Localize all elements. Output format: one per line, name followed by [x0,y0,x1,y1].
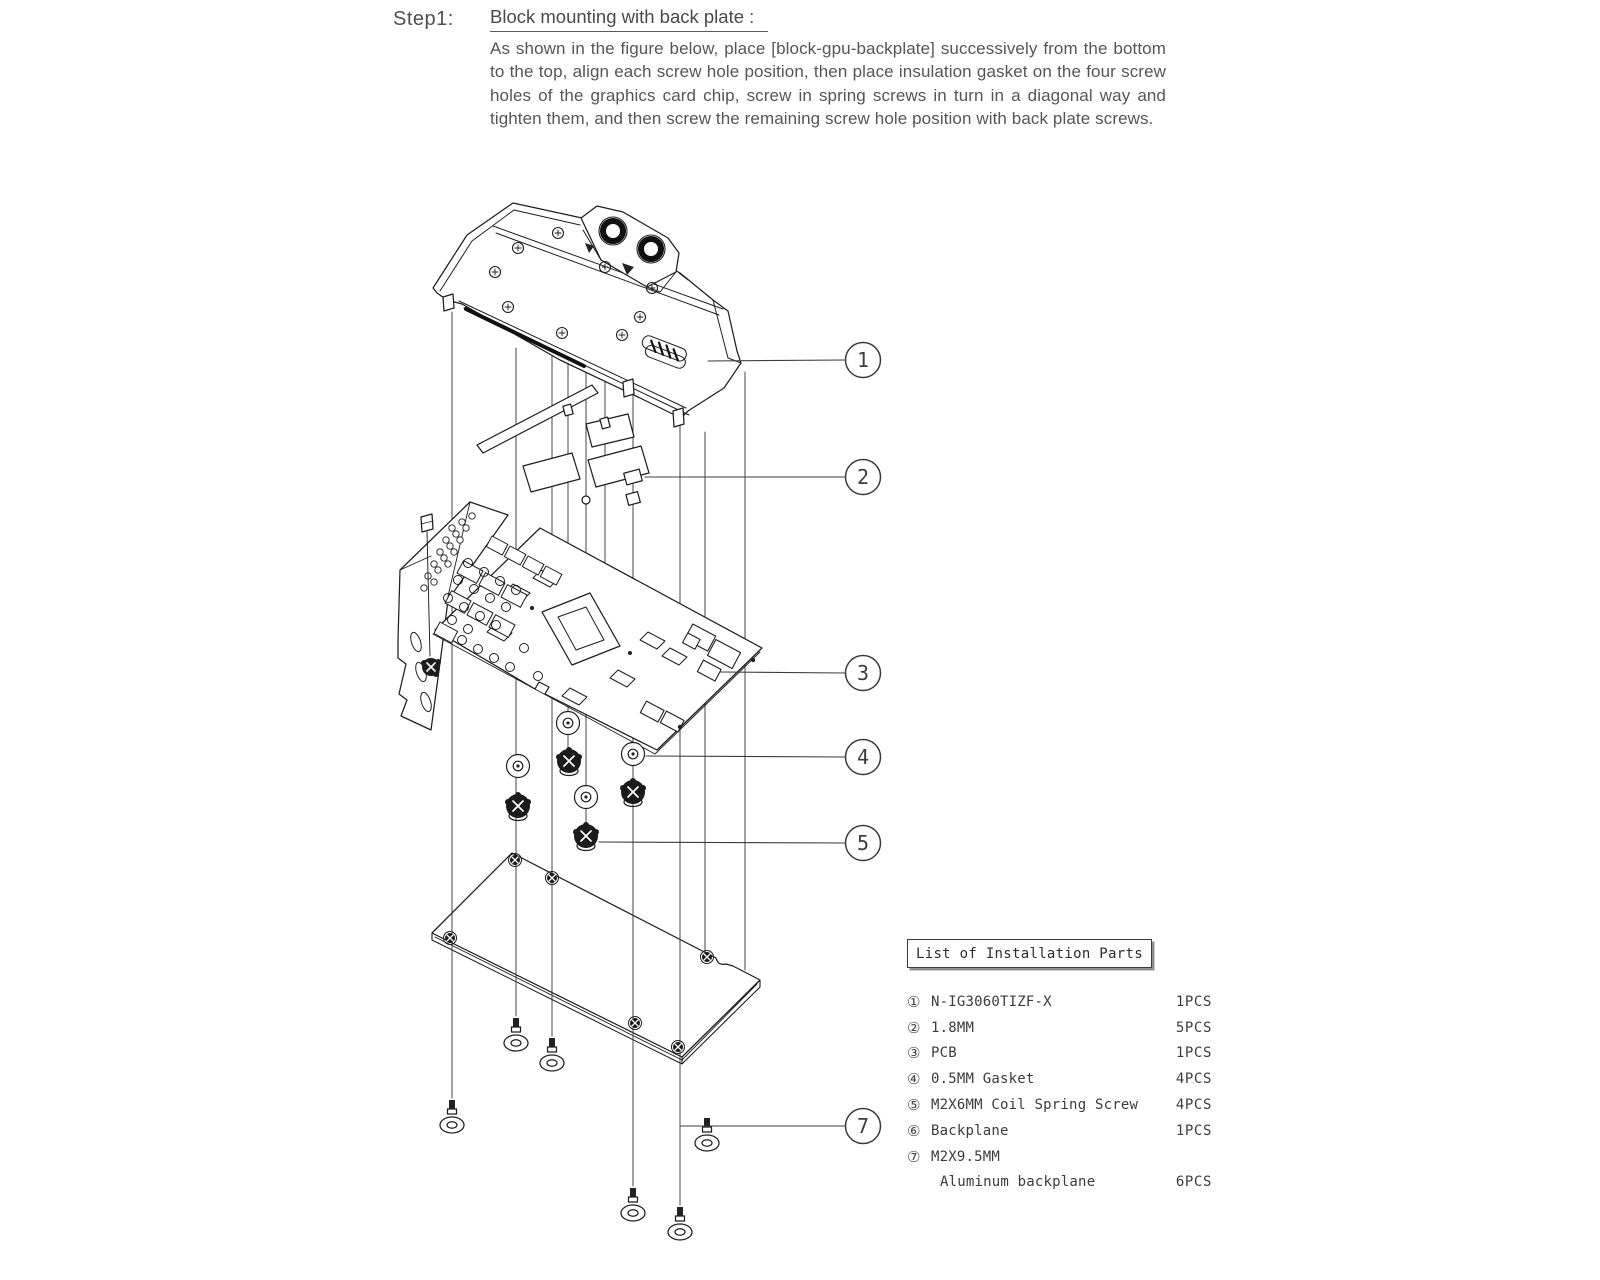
part-name: M2X9.5MM [931,1148,1001,1165]
part-index: ③ [907,1044,921,1063]
pcb-drawing [398,502,762,754]
callout-5 [846,826,881,861]
parts-list-title-box [907,939,1152,968]
parts-list-title: List of Installation Parts [916,946,1143,962]
parts-row [893,1170,1212,1196]
callout-4 [846,740,881,775]
parts-row [893,1015,1212,1041]
callout-7 [846,1109,881,1144]
callout-3 [846,656,881,691]
part-name: N-IG3060TIZF-X [931,993,1052,1010]
callout-number: 1 [856,348,870,372]
part-qty: 4PCS [1175,1071,1212,1088]
part-name: 0.5MM Gasket [931,1071,1035,1088]
part-qty: 4PCS [1175,1097,1212,1114]
part-index: ⑦ [907,1147,921,1166]
part-qty: 6PCS [1175,1174,1212,1191]
parts-list-rows [893,989,1223,1195]
callout-number: 3 [856,661,870,685]
parts-row [893,1092,1212,1118]
part-qty: 1PCS [1175,1045,1212,1062]
part-name: 1.8MM [931,1019,975,1036]
part-name: Aluminum backplane [940,1174,1096,1191]
parts-row [893,989,1212,1015]
parts-list-panel [893,939,1223,1195]
part-index: ① [907,992,921,1011]
part-qty: 1PCS [1175,1122,1212,1139]
parts-row [893,1118,1212,1144]
callouts [846,343,881,1144]
parts-row [893,1144,1212,1170]
part-index: ④ [907,1070,921,1089]
part-index: ⑤ [907,1096,921,1115]
callout-number: 7 [856,1114,870,1138]
part-index: ⑥ [907,1121,921,1140]
callout-number: 2 [856,465,870,489]
parts-row [893,1066,1212,1092]
part-name: PCB [931,1045,957,1062]
part-name: Backplane [931,1122,1009,1139]
callout-2 [846,460,881,495]
part-qty: 1PCS [1175,993,1212,1010]
step-body: As shown in the figure below, place [block-gpu-backplate] successively from the bottom to the top, align each screw hole position, then place insulation gasket on the four screw holes of the graphics card chip, screw in spring screws in turn in a diagonal way and tighten them, and then screw the remaining screw hole position with back plate screws. [490,39,1166,129]
part-index: ② [907,1018,921,1037]
part-name: M2X6MM Coil Spring Screw [931,1097,1139,1114]
callout-number: 4 [856,745,870,769]
callout-number: 5 [856,831,870,855]
step-label: Step1: [393,8,454,30]
step-heading: Block mounting with back plate : [490,6,768,32]
callout-1 [846,343,881,378]
parts-row [893,1041,1212,1067]
part-qty: 5PCS [1175,1019,1212,1036]
